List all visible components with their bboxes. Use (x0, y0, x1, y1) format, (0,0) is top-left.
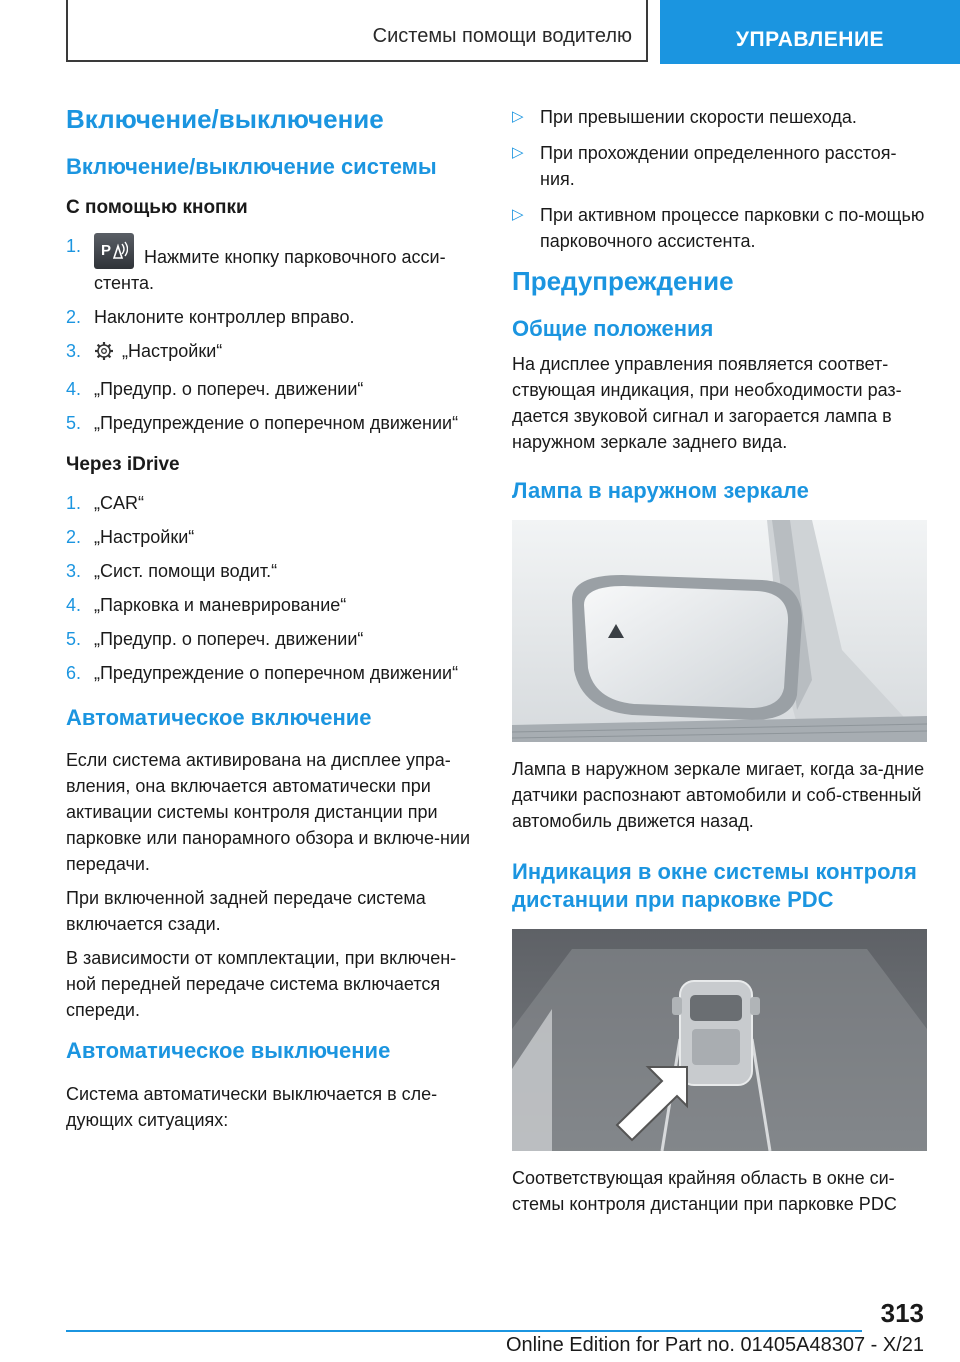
step-text: „CAR“ (94, 492, 144, 513)
auto-on-paragraph-2: При включенной задней передаче система включается сзади. (66, 888, 426, 935)
heading-auto-on: Автоматическое включение (66, 704, 372, 730)
list-item (66, 338, 481, 368)
mirror-lamp-image (512, 520, 927, 742)
step-number: 3. (66, 340, 82, 361)
step-text: „Предупр. о попереч. движении“ (94, 628, 364, 649)
situation-text: При активном процессе парковки с по-мощью парковочного ассистента. (540, 205, 925, 251)
step-number: 3. (66, 560, 82, 581)
parking-assistant-button-icon (94, 233, 134, 269)
heading-general: Общие положения (512, 316, 714, 342)
heading-pdc-display: Индикация в окне системы контроля дистанции при парковке PDC (512, 859, 917, 912)
step-text: „Парковка и маневрирование“ (94, 594, 347, 615)
list-item (66, 524, 481, 550)
heading-mirror-lamp: Лампа в наружном зеркале (512, 477, 809, 503)
step-text: „Предупреждение о поперечном движении“ (94, 662, 459, 683)
list-item (66, 410, 481, 436)
triangle-bullet-icon: ▷ (512, 108, 524, 125)
step-number: 4. (66, 378, 82, 399)
chapter-tab: УПРАВЛЕНИЕ (660, 0, 960, 64)
step-number: 5. (66, 628, 82, 649)
heading-via-idrive: Через iDrive (66, 453, 180, 475)
svg-text:P: P (101, 241, 112, 259)
footer-divider (66, 1330, 862, 1332)
situation-text: При прохождении определенного расстоя-ния. (540, 143, 897, 189)
list-item (66, 490, 481, 516)
right-column (512, 104, 927, 1237)
list-item (66, 626, 481, 652)
step-number: 2. (66, 306, 82, 327)
left-column (66, 96, 481, 1141)
heading-auto-off: Автоматическое выключение (66, 1038, 391, 1064)
auto-on-paragraph-1: Если система активирована на дисплее упра-вления, она включается автоматически при активации системы контроля дистанции при парковке или панорамного обзора и включе-нии передачи. (66, 750, 471, 875)
step-text: „Сист. помощи водит.“ (94, 560, 278, 581)
idrive-steps-list (66, 490, 481, 686)
button-steps-list (66, 233, 481, 436)
pdc-display-image (512, 929, 927, 1151)
step-number: 6. (66, 662, 82, 683)
step-number: 5. (66, 412, 82, 433)
pdc-display-caption: Соответствующая крайняя область в окне си-стемы контроля дистанции при парковке PDC (512, 1168, 897, 1215)
step-text: „Предупр. о попереч. движении“ (94, 378, 364, 399)
step-number: 1. (66, 492, 82, 513)
triangle-bullet-icon: ▷ (512, 206, 524, 223)
auto-on-paragraph-3: В зависимости от комплектации, при включен-ной передней передаче система включается спереди. (66, 948, 457, 1021)
list-item (512, 202, 927, 254)
page-header (0, 0, 960, 66)
list-item (512, 140, 927, 192)
situation-text: При превышении скорости пешехода. (540, 107, 857, 127)
page-number: 313 (880, 1298, 924, 1328)
list-item (66, 592, 481, 618)
general-paragraph: На дисплее управления появляется соответ-ствующая индикация, при необходимости раз-дается звуковой сигнал и загорается лампа в наружном зеркале заднего вида. (512, 353, 902, 452)
section-title: Системы помощи водителю (66, 0, 648, 62)
heading-system-on-off: Включение/выключение системы (66, 154, 437, 180)
list-item (66, 660, 481, 686)
step-text: Нажмите кнопку парковочного асси-стента. (94, 246, 446, 293)
step-text: Наклоните контроллер вправо. (94, 306, 355, 327)
step-text: „Настройки“ (122, 340, 223, 361)
step-number: 4. (66, 594, 82, 615)
step-number: 1. (66, 235, 82, 256)
gear-icon (94, 341, 114, 368)
triangle-bullet-icon: ▷ (512, 144, 524, 161)
list-item (66, 233, 481, 296)
step-text: „Предупреждение о поперечном движении“ (94, 412, 459, 433)
mirror-lamp-caption: Лампа в наружном зеркале мигает, когда за-дние датчики распознают автомобили и соб-ственный автомобиль движется назад. (512, 759, 925, 832)
step-text: „Настройки“ (94, 526, 195, 547)
list-item (66, 304, 481, 330)
heading-warning: Предупреждение (512, 266, 734, 296)
heading-on-off: Включение/выключение (66, 104, 384, 134)
auto-off-situations-list (512, 104, 927, 254)
list-item (66, 376, 481, 402)
footer-edition-text: Online Edition for Part no. 01405A48307 - X/21 (505, 1334, 924, 1356)
list-item (512, 104, 927, 130)
list-item (66, 558, 481, 584)
step-number: 2. (66, 526, 82, 547)
auto-off-paragraph: Система автоматически выключается в сле-дующих ситуациях: (66, 1083, 438, 1130)
heading-by-button: С помощью кнопки (66, 196, 248, 218)
